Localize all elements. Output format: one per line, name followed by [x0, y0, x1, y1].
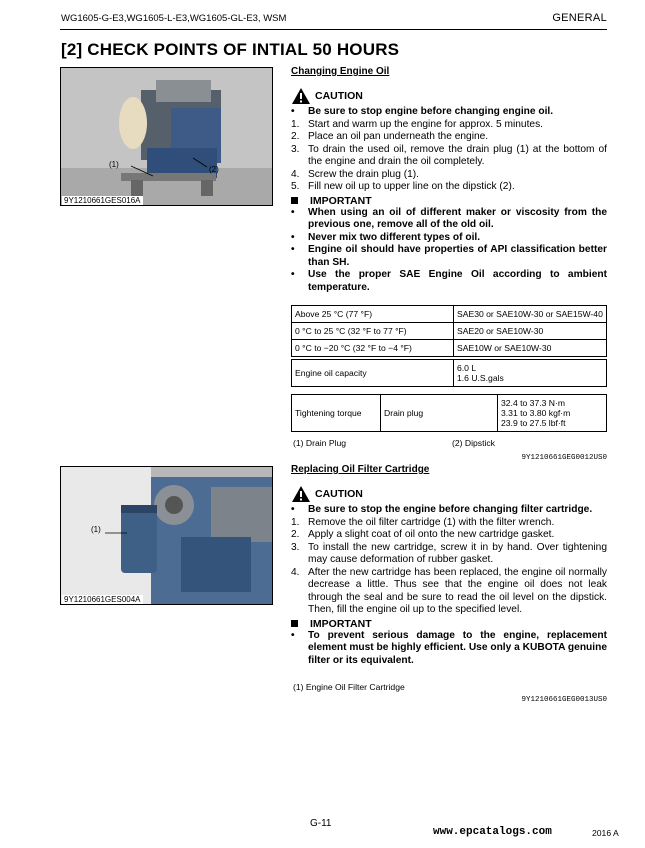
step-number: 4.	[291, 168, 300, 180]
step-number: 2.	[291, 131, 300, 142]
table-cell: 0 °C to 25 °C (32 °F to 77 °F)	[292, 323, 454, 340]
step	[291, 169, 607, 182]
caution-message: Be sure to stop engine before changing engine oil.	[308, 106, 554, 117]
engine-illustration	[61, 68, 272, 205]
caution-header	[291, 87, 607, 105]
changing-oil-heading: Changing Engine Oil	[291, 66, 390, 77]
step-number: 3.	[291, 541, 300, 553]
step	[291, 119, 607, 132]
page-number: G-11	[310, 818, 332, 829]
step	[291, 144, 607, 169]
important-label: IMPORTANT	[310, 194, 372, 207]
step	[291, 181, 607, 194]
replacing-filter-heading: Replacing Oil Filter Cartridge	[291, 464, 430, 475]
table-row	[292, 306, 607, 323]
changing-oil-section	[291, 66, 607, 294]
caution-label: CAUTION	[315, 488, 363, 500]
engine-oil-photo	[60, 67, 273, 206]
table-row	[292, 395, 607, 432]
important-item	[291, 630, 607, 668]
caution-text	[291, 504, 607, 517]
bullet: •	[291, 504, 295, 515]
step	[291, 131, 607, 144]
step-number: 1.	[291, 118, 300, 130]
table-row	[292, 323, 607, 340]
replacing-filter-section	[291, 464, 607, 667]
torque-nm: 32.4 to 37.3 N·m	[501, 398, 566, 408]
step-number: 3.	[291, 143, 300, 155]
table-cell: Engine oil capacity	[292, 360, 454, 387]
header-models: WG1605-G-E3,WG1605-L-E3,WG1605-GL-E3, WSM	[61, 13, 287, 24]
important-text: When using an oil of different maker or viscosity from the previous one, remove all of the old oil.	[308, 206, 607, 230]
important-text: Use the proper SAE Engine Oil according to ambient temperature.	[308, 269, 607, 293]
oil-capacity-table	[291, 359, 607, 387]
table-cell: SAE20 or SAE10W-30	[454, 323, 607, 340]
important-label: IMPORTANT	[310, 617, 372, 630]
page-title: [2] CHECK POINTS OF INTIAL 50 HOURS	[61, 40, 400, 59]
step	[291, 542, 607, 567]
tightening-torque-table	[291, 394, 607, 432]
header-divider	[60, 29, 607, 30]
table-cell	[454, 360, 607, 387]
important-text: Never mix two different types of oil.	[308, 231, 481, 243]
caution-message: Be sure to stop the engine before changing filter cartridge.	[308, 504, 593, 515]
bullet: •	[291, 629, 295, 641]
warning-icon	[291, 87, 311, 105]
important-list	[291, 207, 607, 295]
legend-drain-plug: (1) Drain Plug	[293, 438, 347, 448]
step-text: After the new cartridge has been replaced, the engine oil normally decrease a little. Thus see that the engine oil does not leak through the seal and be sure to read the oil level on the dipstick. Then, fill the engine oil up to the specified level.	[308, 566, 607, 615]
step-text: Place an oil pan underneath the engine.	[308, 131, 489, 142]
table-row	[292, 340, 607, 357]
legend-filter-cartridge: (1) Engine Oil Filter Cartridge	[293, 682, 405, 692]
photo-caption: 9Y1210661GES004A	[64, 595, 141, 604]
sae-oil-table	[291, 305, 607, 357]
table-row	[292, 360, 607, 387]
step-text: Screw the drain plug (1).	[308, 168, 419, 180]
important-item	[291, 232, 607, 245]
bullet: •	[291, 206, 295, 218]
step-number: 2.	[291, 529, 300, 540]
important-item	[291, 269, 607, 294]
step-text: Start and warm up the engine for approx. 5 minutes.	[308, 118, 544, 130]
step-number: 1.	[291, 516, 300, 528]
caution-header	[291, 485, 607, 503]
step	[291, 567, 607, 617]
table-cell: Above 25 °C (77 °F)	[292, 306, 454, 323]
warning-icon	[291, 485, 311, 503]
step-number: 4.	[291, 566, 300, 578]
step	[291, 517, 607, 530]
step	[291, 529, 607, 542]
capacity-gallons: 1.6 U.S.gals	[457, 373, 504, 383]
caution-text	[291, 106, 607, 119]
watermark: www.epcatalogs.com	[433, 826, 552, 838]
torque-lbfft: 23.9 to 27.5 lbf·ft	[501, 418, 566, 428]
bullet: •	[291, 106, 295, 117]
oil-filter-illustration	[61, 467, 272, 604]
legend-dipstick: (2) Dipstick	[452, 438, 495, 448]
header-section: GENERAL	[552, 12, 607, 24]
important-text: To prevent serious damage to the engine, replacement element must be highly efficient. Use only a KUBOTA genuine filter or its equivalent.	[308, 629, 607, 666]
caution-label: CAUTION	[315, 90, 363, 102]
important-marker	[291, 197, 298, 204]
reference-code: 9Y1210661GEG0012US0	[521, 454, 607, 462]
step-text: Apply a slight coat of oil onto the new cartridge gasket.	[308, 529, 555, 540]
step-text: Fill new oil up to upper line on the dipstick (2).	[308, 181, 515, 192]
capacity-liters: 6.0 L	[457, 363, 477, 373]
oil-steps	[291, 119, 607, 194]
step-text: Remove the oil filter cartridge (1) with the filter wrench.	[308, 516, 555, 528]
callout-2: (2)	[209, 165, 219, 174]
table-cell	[498, 395, 607, 432]
important-text: Engine oil should have properties of API classification better than SH.	[308, 244, 607, 268]
step-text: To install the new cartridge, screw it in by hand. Over tightening may cause deformation of rubber gasket.	[308, 541, 607, 565]
bullet: •	[291, 244, 295, 255]
table-cell: SAE10W or SAE10W-30	[454, 340, 607, 357]
bullet: •	[291, 269, 295, 280]
important-item	[291, 207, 607, 232]
filter-steps	[291, 517, 607, 617]
important-marker	[291, 620, 298, 627]
torque-kgfm: 3.31 to 3.80 kgf·m	[501, 408, 571, 418]
photo-caption: 9Y1210661GES016A	[64, 196, 141, 205]
oil-filter-photo	[60, 466, 273, 605]
step-number: 5.	[291, 181, 300, 192]
table-cell: Tightening torque	[292, 395, 381, 432]
callout-1: (1)	[91, 525, 101, 534]
important-item	[291, 244, 607, 269]
callout-1: (1)	[109, 160, 119, 169]
table-cell: SAE30 or SAE10W-30 or SAE15W-40	[454, 306, 607, 323]
footer-date: 2016 A	[592, 828, 619, 838]
important-header	[291, 618, 607, 630]
table-cell: 0 °C to −20 °C (32 °F to −4 °F)	[292, 340, 454, 357]
important-list	[291, 630, 607, 668]
table-cell: Drain plug	[381, 395, 498, 432]
important-header	[291, 195, 607, 207]
bullet: •	[291, 231, 295, 243]
reference-code: 9Y1210661GEG0013US0	[521, 696, 607, 704]
step-text: To drain the used oil, remove the drain plug (1) at the bottom of the engine and drain the oil completely.	[308, 143, 607, 167]
